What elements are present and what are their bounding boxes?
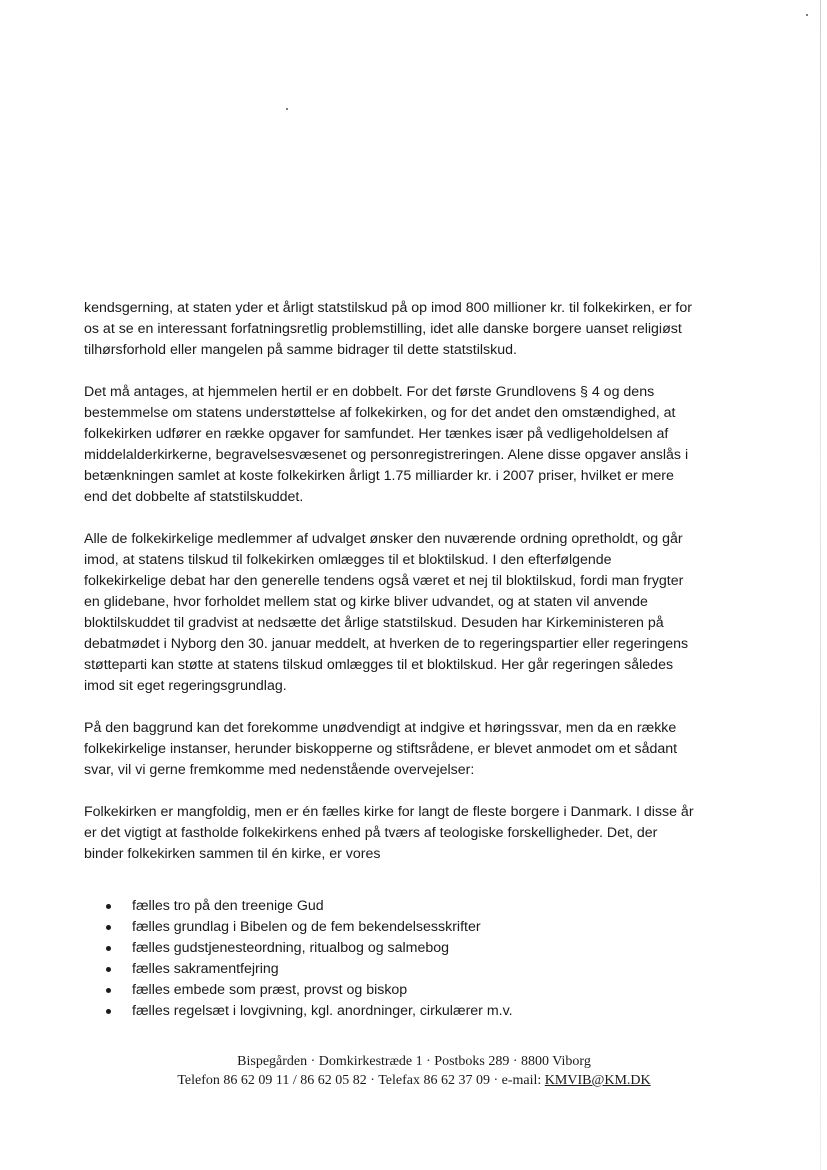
bullet-icon — [106, 1009, 111, 1014]
letterhead-footer — [84, 1052, 744, 1090]
bullet-list — [84, 896, 749, 1022]
list-item — [84, 1001, 749, 1022]
scan-edge-line — [820, 0, 821, 1170]
list-item — [84, 917, 749, 938]
list-item-text: fælles grundlag i Bibelen og de fem bekendelsesskrifter — [132, 919, 481, 935]
paragraph-4: På den baggrund kan det forekomme unødvendigt at indgive et høringssvar, men da en række folkekirkelige instanser, herunder biskopperne og stiftsrådene, er blevet anmodet om et sådant svar, vil vi gerne fremkomme med nedenstående overvejelser: — [84, 720, 678, 778]
list-item — [84, 938, 749, 959]
paragraph-1: kendsgerning, at staten yder et årligt statstilskud på op imod 800 millioner kr. til folkekirken, er for os at se en interessant forfatningsretlig problemstilling, idet alle danske borgere uanset religiøst tilhørsforhold eller mangelen på samme bidrager til dette statstilskud. — [84, 300, 692, 358]
bullet-icon — [106, 967, 111, 972]
bullet-icon — [106, 925, 111, 930]
list-item-text: fælles tro på den treenige Gud — [132, 898, 324, 914]
list-item — [84, 959, 749, 980]
email-link[interactable]: KMVIB@KM.DK — [544, 1073, 651, 1088]
scan-speck — [286, 108, 288, 110]
paragraph-3: Alle de folkekirkelige medlemmer af udvalget ønsker den nuværende ordning opretholdt, og går imod, at statens tilskud til folkekirken omlægges til et bloktilskud. I den efterfølgende folkekirkelige debat har den generelle tendens også været et nej til bloktilskud, fordi man frygter en glidebane, hvor forholdet mellem stat og kirke bliver udvandet, og at staten vil anvende bloktilskuddet til gradvist at nedsætte det årlige statstilskud. Desuden har Kirkeministeren på debatmødet i Nyborg den 30. januar meddelt, at hverken de to regeringspartier eller regeringens støtteparti kan støtte at statens tilskud omlægges til et bloktilskud. Her går regeringen således imod sit eget regeringsgrundlag. — [84, 531, 689, 694]
paragraph-2: Det må antages, at hjemmelen hertil er en dobbelt. For det første Grundlovens § 4 og dens bestemmelse om statens understøttelse af folkekirken, og for det andet den omstændighed, at folkekirken udfører en række opgaver for samfundet. Her tænkes især på vedligeholdelsen af middelalderkirkerne, begravelsesvæsenet og personregistreringen. Alene disse opgaver anslås i betænkningen samlet at koste folkekirken årligt 1.75 milliarder kr. i 2007 priser, hvilket er mere end det dobbelte af statstilskuddet. — [84, 384, 689, 505]
list-item-text: fælles embede som præst, provst og biskop — [132, 982, 408, 998]
footer-contact — [84, 1071, 744, 1090]
bullet-icon — [106, 904, 111, 909]
list-item-text: fælles sakramentfejring — [132, 961, 279, 977]
list-item-text: fælles gudstjenesteordning, ritualbog og salmebog — [132, 940, 450, 956]
letter-body — [84, 298, 749, 1019]
scan-speck — [806, 14, 808, 16]
list-item-text: fælles regelsæt i lovgivning, kgl. anordninger, cirkulærer m.v. — [132, 1003, 513, 1019]
bullet-icon — [106, 988, 111, 993]
footer-phone-fax: Telefon 86 62 09 11 / 86 62 05 82 · Telefax 86 62 37 09 · e-mail: — [177, 1073, 545, 1088]
paragraph-5: Folkekirken er mangfoldig, men er én fælles kirke for langt de fleste borgere i Danmark. I disse år er det vigtigt at fastholde folkekirkens enhed på tværs af teologiske forskelligheder. Det, der binder folkekirken sammen til én kirke, er vores — [84, 804, 694, 862]
bullet-icon — [106, 946, 111, 951]
list-item — [84, 980, 749, 1001]
footer-address: Bispegården · Domkirkestræde 1 · Postboks 289 · 8800 Viborg — [237, 1054, 591, 1069]
list-item — [84, 896, 749, 917]
